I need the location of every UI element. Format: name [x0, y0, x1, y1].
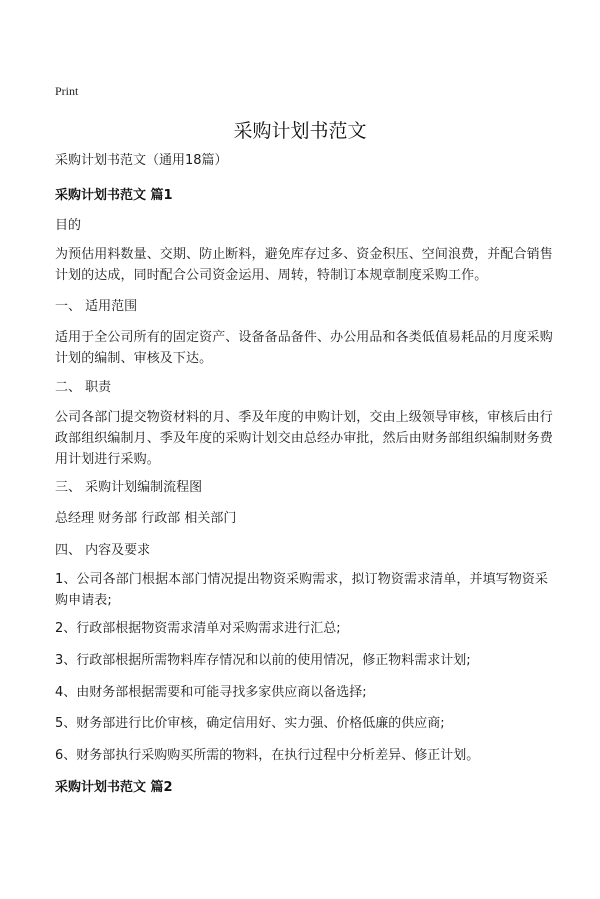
- section-4-heading: 四、 内容及要求: [55, 543, 151, 558]
- section-2-paragraph: 公司各部门提交物资材料的月、季及年度的申购计划，交由上级领导审核，审核后由行政部组织编制月、季及年度的采购计划交由总经办审批，然后由财务部组织编制财务费用计划进行采购。: [55, 410, 553, 467]
- section-1-paragraph: 适用于全公司所有的固定资产、设备备品备件、办公用品和各类低值易耗品的月度采购计划的编制、审核及下达。: [55, 330, 553, 366]
- purpose-heading: 目的: [55, 218, 82, 233]
- document-subtitle: 采购计划书范文（通用18篇）: [55, 153, 228, 168]
- document-title: 采购计划书范文: [233, 120, 367, 142]
- section-1-heading: 一、 适用范围: [55, 299, 138, 314]
- article-2-heading: 采购计划书范文 篇2: [55, 780, 173, 795]
- section-3-paragraph: 总经理 财务部 行政部 相关部门: [55, 511, 237, 526]
- list-item: 5、财务部进行比价审核，确定信用好、实力强、价格低廉的供应商;: [55, 716, 445, 731]
- section-2-heading: 二、 职责: [55, 380, 112, 395]
- print-label: Print: [55, 84, 79, 98]
- list-item: 6、财务部执行采购购买所需的物料，在执行过程中分析差异、修正计划。: [55, 748, 480, 763]
- list-item: 1、公司各部门根据本部门情况提出物资采购需求，拟订物资需求清单，并填写物资采购申请表;: [55, 572, 549, 608]
- list-item: 4、由财务部根据需要和可能寻找多家供应商以备选择;: [55, 685, 367, 700]
- list-item: 2、行政部根据物资需求清单对采购需求进行汇总;: [55, 621, 341, 636]
- section-3-heading: 三、 采购计划编制流程图: [55, 480, 203, 495]
- article-1-heading: 采购计划书范文 篇1: [55, 188, 173, 203]
- purpose-paragraph: 为预估用料数量、交期、防止断料，避免库存过多、资金积压、空间浪费，并配合销售计划的达成，同时配合公司资金运用、周转，特制订本规章制度采购工作。: [55, 247, 553, 283]
- list-item: 3、行政部根据所需物料库存情况和以前的使用情况，修正物料需求计划;: [55, 653, 471, 668]
